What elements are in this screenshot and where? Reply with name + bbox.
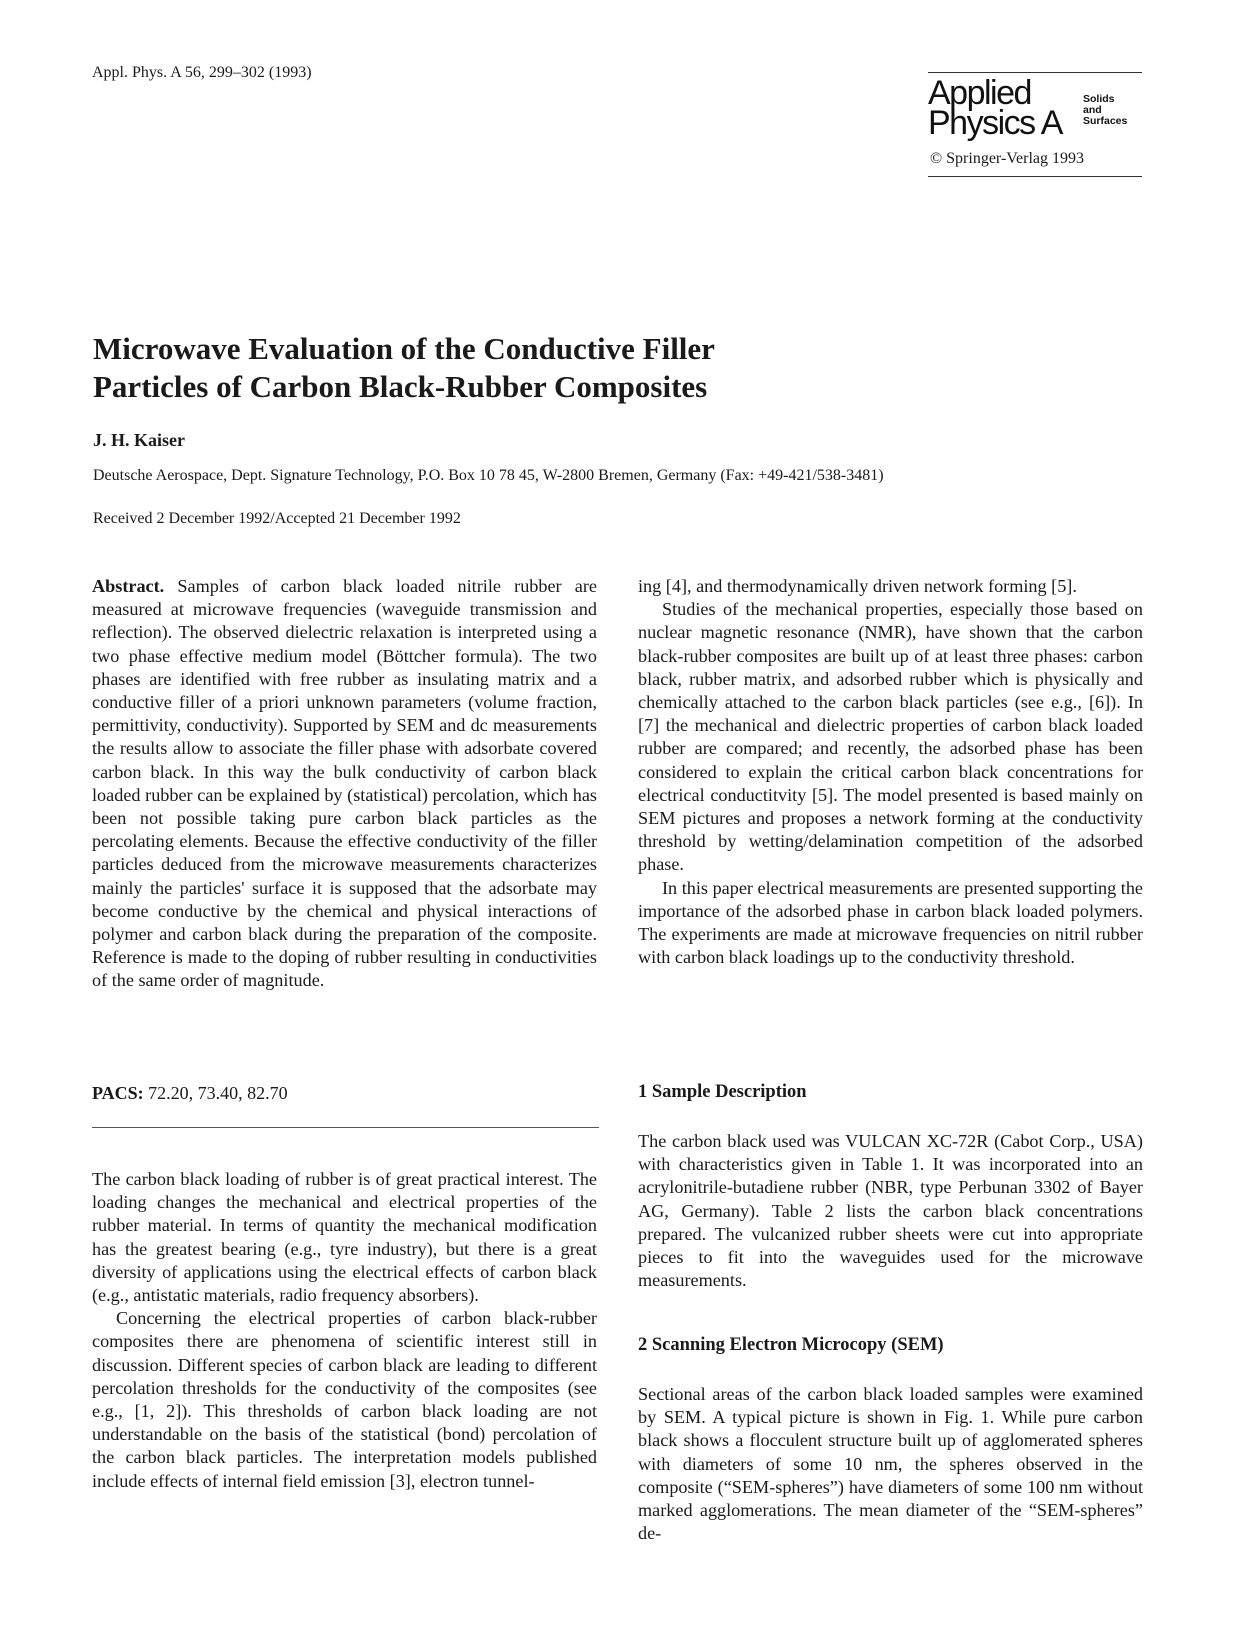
abstract bbox=[92, 575, 597, 993]
abstract-divider bbox=[92, 1127, 599, 1128]
intro-paragraph-1: The carbon black loading of rubber is of great practical interest. The loading changes the mechanical and electrical properties of the rubber material. In terms of quantity the mechanical modification has the greatest bearing (e.g., tyre industry), but there is a great diversity of applications using the electrical effects of carbon black (e.g., antistatic materials, radio frequency absorbers). bbox=[92, 1169, 597, 1306]
section-2-heading: 2 Scanning Electron Microcopy (SEM) bbox=[638, 1335, 944, 1355]
abstract-paragraph bbox=[92, 575, 597, 993]
journal-name-line2: Physics A bbox=[928, 104, 1062, 142]
logo-top-rule bbox=[928, 72, 1142, 73]
intro-paragraph-2: Concerning the electrical properties of carbon black-rubber composites there are phenomena of scientific interest still in discussion. Different species of carbon black are leading to different percolation thresholds for the conductivity of the composites (see e.g., [1, 2]). This thresholds of carbon black loading are not understandable on the basis of the statistical (bond) percolation of the carbon black particles. The interpretation models published include effects of internal field emission [3], electron tunnel- bbox=[92, 1308, 597, 1491]
article-title bbox=[93, 330, 913, 406]
section-1-body bbox=[638, 1130, 1143, 1292]
section-2-paragraph: Sectional areas of the carbon black loaded samples were examined by SEM. A typical picture is shown in Fig. 1. While pure carbon black shows a flocculent structure built up of agglomerated spheres with diameters of some 10 nm, the spheres observed in the composite (“SEM-spheres”) have diameters of some 100 nm without marked agglomerations. The mean diameter of the “SEM-spheres” de- bbox=[638, 1384, 1143, 1544]
article-title-line2: Particles of Carbon Black-Rubber Composites bbox=[93, 369, 708, 404]
pacs-values: 72.20, 73.40, 82.70 bbox=[143, 1083, 288, 1103]
journal-subtitle-line3: Surfaces bbox=[1083, 115, 1128, 127]
journal-citation: Appl. Phys. A 56, 299–302 (1993) bbox=[92, 64, 312, 81]
article-title-line1: Microwave Evaluation of the Conductive Filler bbox=[93, 331, 715, 366]
abstract-text: Samples of carbon black loaded nitrile rubber are measured at microwave frequencies (waveguide transmission and reflection). The observed dielectric relaxation is interpreted using a two phase effective medium model (Böttcher formula). The two phases are identified with free rubber as insulating matrix and a conductive filler of a priori unknown parameters (volume fraction, permittivity, conductivity). Supported by SEM and dc measurements the results allow to associate the filler phase with adsorbate covered carbon black. In this way the bulk conductivity of carbon black loaded rubber can be explained by (statistical) percolation, which has been not possible taking pure carbon black particles as the percolating elements. Because the effective conductivity of the filler particles deduced from the microwave measurements characterizes mainly the particles' surface it is supposed that the adsorbate may become conductive by the chemical and physical interactions of polymer and carbon black during the preparation of the composite. Reference is made to the doping of rubber resulting in conductivities of the same order of magnitude. bbox=[92, 576, 597, 991]
logo-bottom-rule bbox=[928, 176, 1142, 177]
journal-name-line1: Applied bbox=[928, 74, 1031, 112]
received-dates: Received 2 December 1992/Accepted 21 December 1992 bbox=[93, 510, 461, 527]
section-2-body bbox=[638, 1383, 1143, 1545]
intro-paragraph-3: Studies of the mechanical properties, especially those based on nuclear magnetic resonance (NMR), have shown that the carbon black-rubber composites are built up of at least three phases: carbon black, rubber matrix, and adsorbed rubber which is physically and chemically attached to the carbon black particles (see e.g., [6]). In [7] the mechanical and dielectric properties of carbon black loaded rubber are compared; and recently, the adsorbed phase has been considered to explain the critical carbon black concentrations for electrical conductitvity [5]. The model presented is based mainly on SEM pictures and proposes a network forming at the conductivity threshold by wetting/delamination competition of the adsorbed phase. bbox=[638, 599, 1143, 875]
journal-name bbox=[928, 74, 1062, 142]
pacs-codes bbox=[92, 1083, 288, 1104]
section-1-heading: 1 Sample Description bbox=[638, 1082, 807, 1102]
author-affiliation: Deutsche Aerospace, Dept. Signature Technology, P.O. Box 10 78 45, W-2800 Bremen, Germany (Fax: +49-421/538-3481) bbox=[93, 467, 884, 484]
journal-subtitle-line1: Solids bbox=[1083, 93, 1115, 105]
introduction-right bbox=[638, 575, 1143, 969]
section-1-paragraph: The carbon black used was VULCAN XC-72R (Cabot Corp., USA) with characteristics given in Table 1. It was incorporated into an acrylonitrile-butadiene rubber (NBR, type Perbunan 3302 of Bayer AG, Germany). Table 2 lists the carbon black concentrations prepared. The vulcanized rubber sheets were cut into appropriate pieces to fit into the waveguides used for the microwave measurements. bbox=[638, 1131, 1143, 1291]
journal-logo bbox=[928, 72, 1142, 182]
author-name: J. H. Kaiser bbox=[93, 430, 185, 450]
intro-paragraph-2-continued: ing [4], and thermodynamically driven network forming [5]. bbox=[638, 576, 1077, 596]
introduction-left bbox=[92, 1168, 597, 1493]
abstract-label: Abstract. bbox=[92, 576, 165, 596]
pacs-label: PACS: bbox=[92, 1083, 144, 1103]
intro-paragraph-4: In this paper electrical measurements are presented supporting the importance of the adsorbed phase in carbon black loaded polymers. The experiments are made at microwave frequencies on nitril rubber with carbon black loadings up to the conductivity threshold. bbox=[638, 877, 1143, 968]
copyright-notice: © Springer-Verlag 1993 bbox=[930, 150, 1085, 167]
journal-subtitle-line2: and bbox=[1083, 104, 1102, 116]
journal-subtitle bbox=[1083, 94, 1127, 127]
